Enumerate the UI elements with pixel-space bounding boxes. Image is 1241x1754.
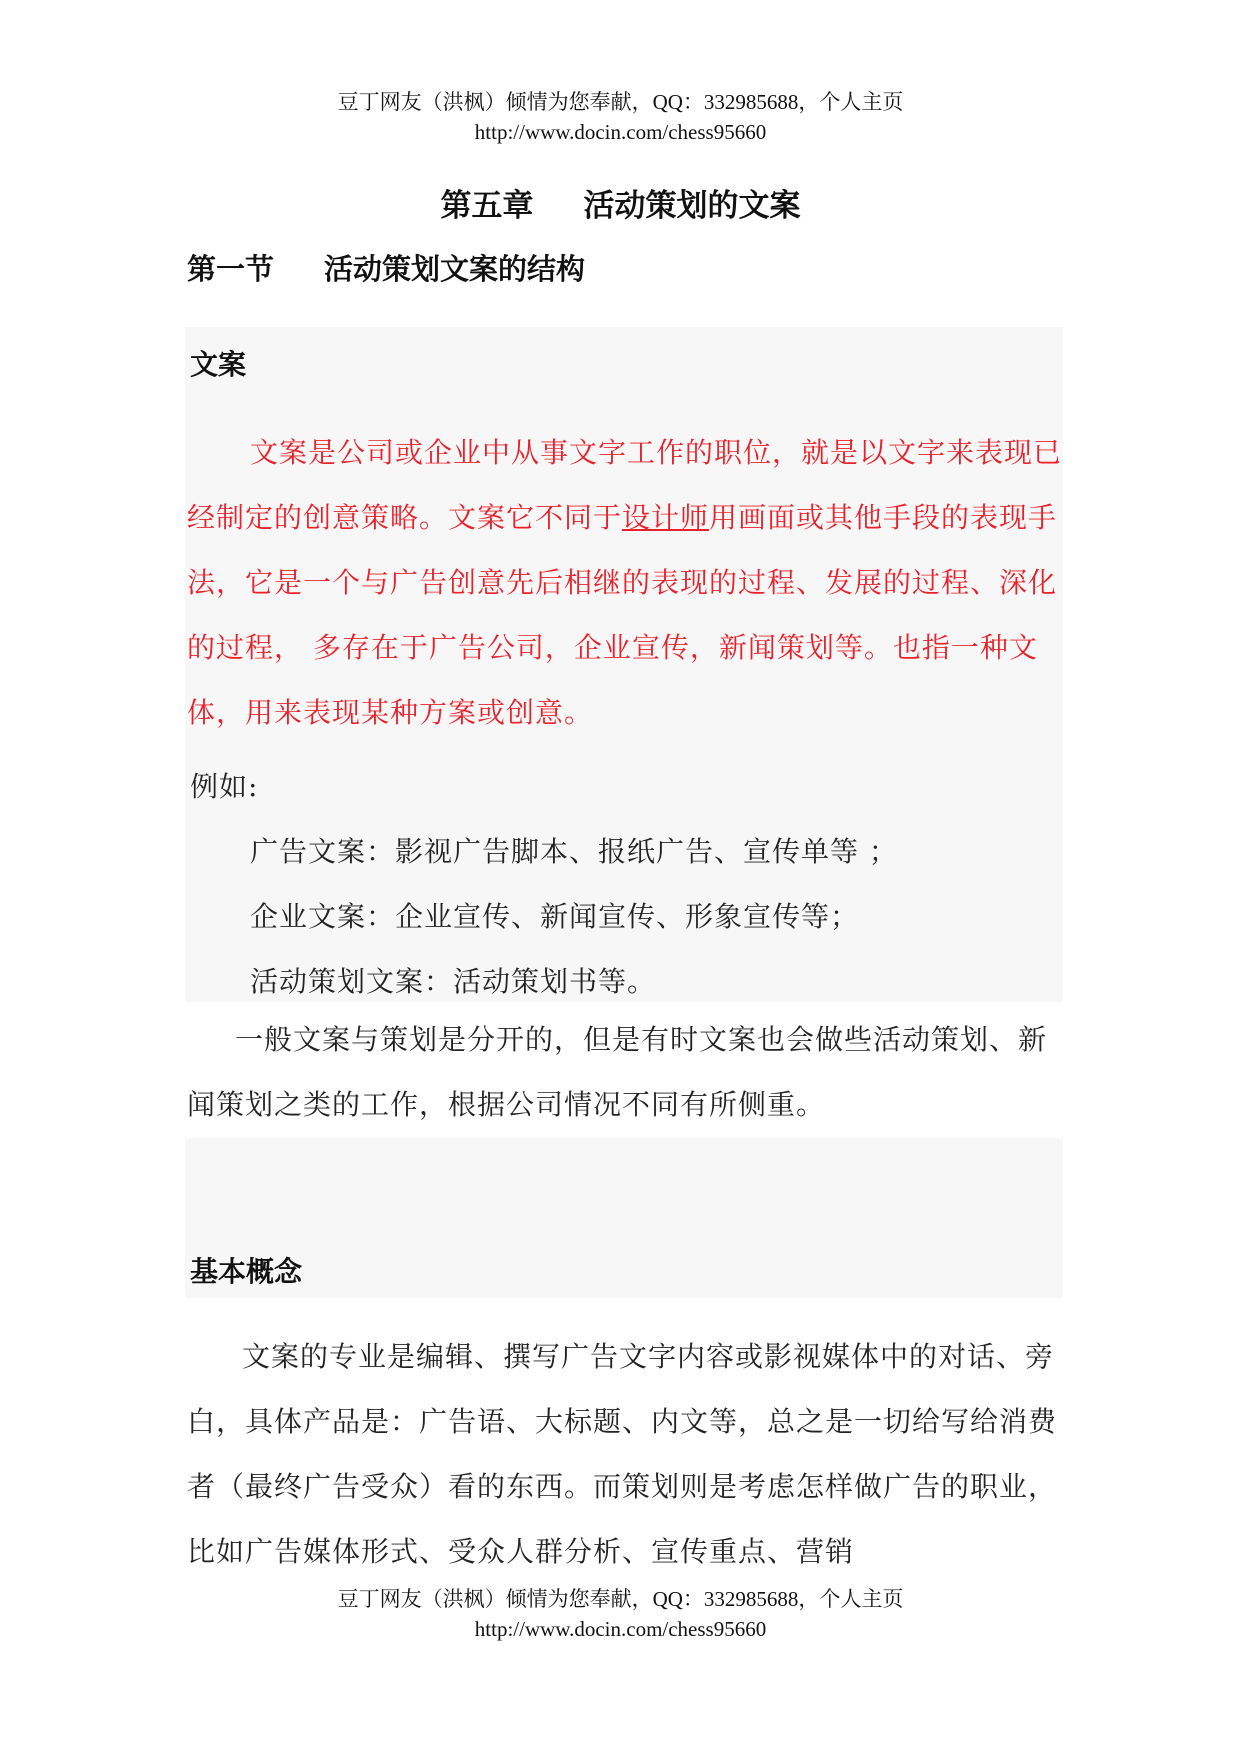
chapter-title [0,180,1241,225]
chapter-name: 活动策划的文案 [583,188,801,224]
header-url[interactable]: http://www.docin.com/chess95660 [474,120,767,144]
example-corporate-copy: 企业文案：企业宣传、新闻宣传、形象宣传等； [250,900,860,933]
footer-line-1: 豆丁网友（洪枫）倾情为您奉献，QQ：332985688，个人主页 [337,1587,904,1611]
chapter-number: 第五章 [440,188,534,224]
section-name: 活动策划文案的结构 [324,252,586,286]
page-footer [0,1584,1241,1644]
section-title [187,247,585,288]
definition-text-2: 用画面或其他手段的表现手法，它是一个与广告创意先后相继的表现的过程、发展的过程、深化的过程， 多存在于广告公司，企业宣传，新闻策划等。也指一种文体，用来表现某种方案或创意。 [187,501,1058,729]
wenan-definition [187,420,1067,745]
footer-url[interactable]: http://www.docin.com/chess95660 [474,1617,767,1641]
basic-heading-bg [185,1138,1063,1298]
wenan-heading: 文案 [190,348,247,381]
definition-text-1: 文案是公司或企业中从事文字工作的职位，就是以文字来表现已经制定的创意策略。文案它不同于 [187,436,1063,534]
example-ad-copy: 广告文案：影视广告脚本、报纸广告、宣传单等 ； [250,835,898,868]
general-paragraph: 一般文案与策划是分开的，但是有时文案也会做些活动策划、新闻策划之类的工作，根据公司情况不同有所侧重。 [187,1023,1048,1121]
designer-link[interactable]: 设计师 [622,501,710,534]
basic-paragraph: 文案的专业是编辑、撰写广告文字内容或影视媒体中的对话、旁白，具体产品是：广告语、大标题、内文等，总之是一切给写给消费者（最终广告受众）看的东西。而策划则是考虑怎样做广告的职业，比如广告媒体形式、受众人群分析、宣传重点、营销 [187,1340,1058,1568]
basic-heading: 基本概念 [190,1255,303,1288]
header-line-1: 豆丁网友（洪枫）倾情为您奉献，QQ：332985688，个人主页 [337,90,904,114]
example-event-copy: 活动策划文案：活动策划书等。 [250,965,657,998]
page-header [0,87,1241,147]
section-number: 第一节 [187,252,275,286]
example-label: 例如: [190,770,259,803]
